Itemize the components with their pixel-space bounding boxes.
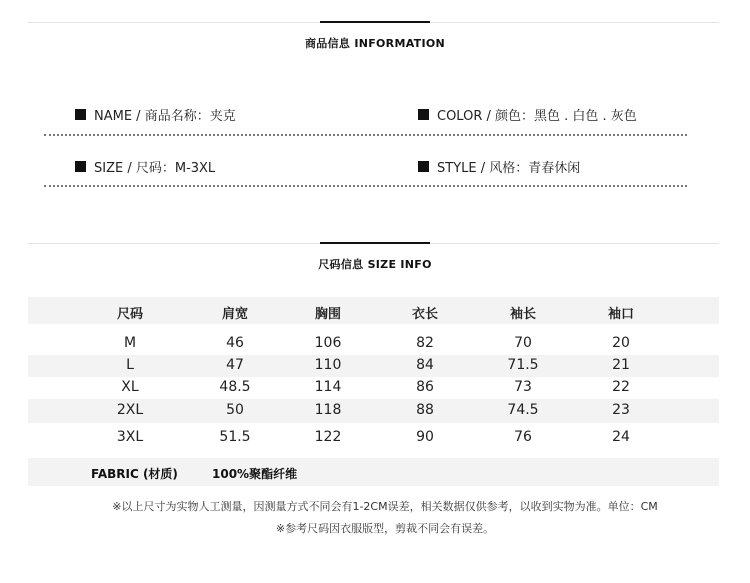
table-cell: 73 [514,379,532,395]
table-cell: 20 [612,335,630,351]
attr-size-text: SIZE / 尺码：M-3XL [94,161,216,176]
table-cell: 51.5 [219,429,251,445]
table-row [28,355,719,377]
dotted-divider [44,134,687,136]
table-cell: 70 [514,335,532,351]
size-table-header [28,297,719,324]
table-cell: 88 [416,402,434,418]
attr-style-text: STYLE / 风格：青春休闲 [437,161,581,176]
table-cell: 50 [226,402,244,418]
table-cell: 122 [314,429,342,445]
column-header: 袖长 [509,307,536,322]
dotted-divider [44,185,687,187]
table-cell: 106 [314,335,342,351]
square-bullet-icon [418,161,429,172]
attr-name-text: NAME / 商品名称：夹克 [94,109,236,124]
table-cell: 71.5 [507,357,539,373]
table-cell: 23 [612,402,630,418]
square-bullet-icon [75,109,86,120]
attr-size [75,157,215,176]
fabric-row [28,458,719,486]
fabric-value: 100%聚酯纤维 [212,467,298,481]
table-cell: 47 [226,357,244,373]
info-title-bar [320,21,430,23]
table-cell: 76 [514,429,532,445]
measurement-note: ※以上尺寸为实物人工测量，因测量方式不同会有1-2CM误差，相关数据仅供参考，以收到实物为准。单位：CM [112,500,658,513]
table-cell: XL [121,379,139,395]
table-row [28,426,719,450]
column-header: 衣长 [411,307,438,322]
table-cell: 48.5 [219,379,251,395]
table-cell: 86 [416,379,434,395]
table-cell: 3XL [116,429,144,445]
size-title-bar [320,242,430,244]
table-row [28,399,719,423]
table-cell: 46 [226,335,244,351]
column-header: 袖口 [607,307,634,322]
table-cell: 2XL [116,402,144,418]
table-row [28,333,719,355]
attr-name [75,105,236,124]
table-cell: 21 [612,357,630,373]
table-cell: 90 [416,429,434,445]
size-section-title: 尺码信息 SIZE INFO [318,258,432,271]
table-cell: 84 [416,357,434,373]
table-cell: 22 [612,379,630,395]
column-header: 肩宽 [221,307,248,322]
attr-style [418,157,580,176]
square-bullet-icon [75,161,86,172]
table-cell: 24 [612,429,630,445]
table-cell: 118 [314,402,342,418]
attr-color-text: COLOR / 颜色：黑色 . 白色 . 灰色 [437,109,637,124]
table-cell: 74.5 [507,402,539,418]
attr-color [418,105,637,124]
column-header: 尺码 [116,307,143,322]
table-cell: 110 [314,357,342,373]
square-bullet-icon [418,109,429,120]
fabric-label: FABRIC (材质) [91,467,178,481]
fit-note: ※参考尺码因衣服版型，剪裁不同会有误差。 [275,522,495,535]
table-cell: 114 [314,379,342,395]
table-cell: 82 [416,335,434,351]
table-row [28,377,719,399]
table-cell: L [126,357,134,373]
info-section-title: 商品信息 INFORMATION [304,37,446,50]
column-header: 胸围 [314,307,341,322]
table-cell: M [123,335,137,351]
